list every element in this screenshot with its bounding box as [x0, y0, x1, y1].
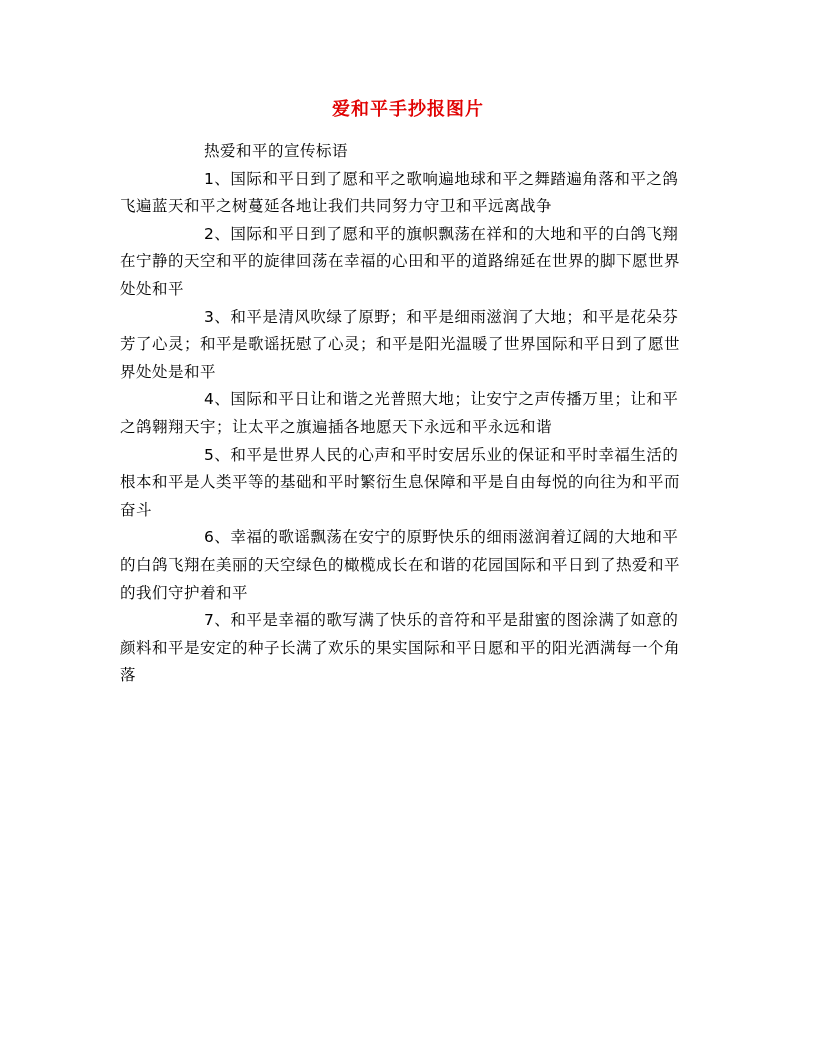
paragraph-1: 1、国际和平日到了愿和平之歌响遍地球和平之舞踏遍角落和平之鸽飞遍蓝天和平之树蔓延各地让我们共同努力守卫和平远离战争 — [120, 169, 679, 216]
paragraph-4: 4、国际和平日让和谐之光普照大地；让安宁之声传播万里；让和平之鸽翱翔天宇；让太平之旗遍插各地愿天下永远和平永远和谐 — [120, 390, 679, 436]
paragraph-5: 5、和平是世界人民的心声和平时安居乐业的保证和平时幸福生活的根本和平是人类平等的基础和平时繁衍生息保障和平是自由每悦的向往为和平而奋斗 — [120, 445, 681, 519]
document-body — [120, 138, 688, 690]
document-title: 爱和平手抄报图片 — [332, 99, 484, 120]
paragraph-3: 3、和平是清风吹绿了原野；和平是细雨滋润了大地；和平是花朵芬芳了心灵；和平是歌谣抚慰了心灵；和平是阳光温暖了世界国际和平日到了愿世界处处是和平 — [120, 307, 681, 381]
subtitle: 热爱和平的宣传标语 — [204, 142, 349, 160]
paragraph-7: 7、和平是幸福的歌写满了快乐的音符和平是甜蜜的图涂满了如意的颜料和平是安定的种子长满了欢乐的果实国际和平日愿和平的阳光洒满每一个角落 — [120, 611, 681, 685]
paragraph-6: 6、幸福的歌谣飘荡在安宁的原野快乐的细雨滋润着辽阔的大地和平的白鸽飞翔在美丽的天空绿色的橄榄成长在和谐的花园国际和平日到了热爱和平的我们守护着和平 — [120, 528, 681, 602]
paragraph-2: 2、国际和平日到了愿和平的旗帜飘荡在祥和的大地和平的白鸽飞翔在宁静的天空和平的旋律回荡在幸福的心田和平的道路绵延在世界的脚下愿世界处处和平 — [120, 224, 681, 298]
